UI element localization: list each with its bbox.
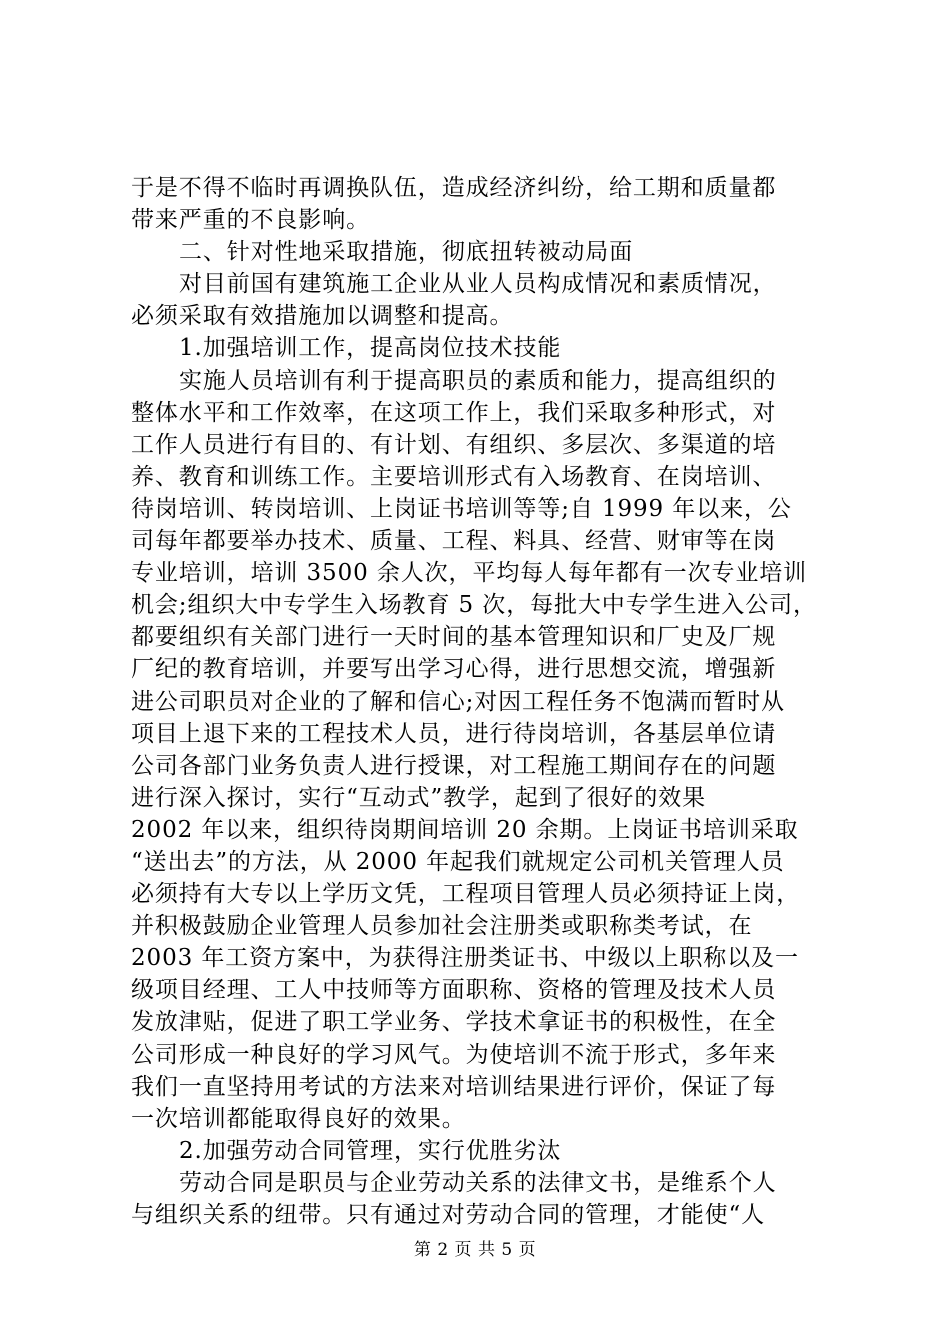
text-line: 我们一直坚持用考试的方法来对培训结果进行评价，保证了每 bbox=[131, 1073, 777, 1100]
text-line: 发放津贴，促进了职工学业务、学技术拿证书的积极性，在全 bbox=[131, 1009, 777, 1036]
text-line: 必须采取有效措施加以调整和提高。 bbox=[131, 303, 514, 330]
text-line: 并积极鼓励企业管理人员参加社会注册类或职称类考试，在 bbox=[131, 913, 753, 940]
text-line: 对目前国有建筑施工企业从业人员构成情况和素质情况， bbox=[179, 271, 777, 298]
text-line: 都要组织有关部门进行一天时间的基本管理知识和厂史及厂规 bbox=[131, 624, 777, 651]
text-line: 厂纪的教育培训，并要写出学习心得，进行思想交流，增强新 bbox=[131, 656, 777, 683]
text-line: 带来严重的不良影响。 bbox=[131, 207, 370, 234]
text-line: 待岗培训、转岗培训、上岗证书培训等等;自 1999 年以来，公 bbox=[131, 495, 792, 522]
text-line: 必须持有大专以上学历文凭，工程项目管理人员必须持证上岗， bbox=[131, 881, 801, 908]
text-line: 公司形成一种良好的学习风气。为使培训不流于形式，多年来 bbox=[131, 1041, 777, 1068]
text-line: 一次培训都能取得良好的效果。 bbox=[131, 1105, 466, 1132]
text-line: 项目上退下来的工程技术人员，进行待岗培训，各基层单位请 bbox=[131, 720, 777, 747]
text-line: 1.加强培训工作，提高岗位技术技能 bbox=[179, 335, 562, 362]
text-line: 公司各部门业务负责人进行授课，对工程施工期间存在的问题 bbox=[131, 752, 777, 779]
document-body bbox=[131, 172, 831, 1231]
text-line: 工作人员进行有目的、有计划、有组织、多层次、多渠道的培 bbox=[131, 431, 777, 458]
page-number-footer: 第 2 页 共 5 页 bbox=[413, 1240, 537, 1260]
text-line: 二、针对性地采取措施，彻底扭转被动局面 bbox=[179, 239, 634, 266]
text-line: 机会;组织大中专学生入场教育 5 次，每批大中专学生进入公司， bbox=[131, 592, 817, 619]
text-line: 级项目经理、工人中技师等方面职称、资格的管理及技术人员 bbox=[131, 977, 777, 1004]
text-line: 2002 年以来，组织待岗期间培训 20 余期。上岗证书培训采取 bbox=[131, 816, 799, 843]
text-line: 实施人员培训有利于提高职员的素质和能力，提高组织的 bbox=[179, 367, 777, 394]
text-line: 进行深入探讨，实行“互动式”教学，起到了很好的效果 bbox=[131, 784, 707, 811]
text-line: 2.加强劳动合同管理，实行优胜劣汰 bbox=[179, 1137, 562, 1164]
text-line: 进公司职员对企业的了解和信心;对因工程任务不饱满而暂时从 bbox=[131, 688, 785, 715]
text-line: 专业培训，培训 3500 余人次，平均每人每年都有一次专业培训 bbox=[131, 560, 808, 587]
text-line: 整体水平和工作效率，在这项工作上，我们采取多种形式，对 bbox=[131, 399, 777, 426]
text-line: 养、教育和训练工作。主要培训形式有入场教育、在岗培训、 bbox=[131, 463, 777, 490]
text-line: 劳动合同是职员与企业劳动关系的法律文书，是维系个人 bbox=[179, 1169, 777, 1196]
text-line: 与组织关系的纽带。只有通过对劳动合同的管理，才能使“人 bbox=[131, 1202, 766, 1228]
text-line: 司每年都要举办技术、质量、工程、料具、经营、财审等在岗 bbox=[131, 528, 777, 555]
text-line: 于是不得不临时再调换队伍，造成经济纠纷，给工期和质量都 bbox=[131, 175, 777, 201]
text-line: “送出去”的方法，从 2000 年起我们就规定公司机关管理人员 bbox=[131, 848, 785, 875]
text-line: 2003 年工资方案中，为获得注册类证书、中级以上职称以及一 bbox=[131, 945, 799, 972]
